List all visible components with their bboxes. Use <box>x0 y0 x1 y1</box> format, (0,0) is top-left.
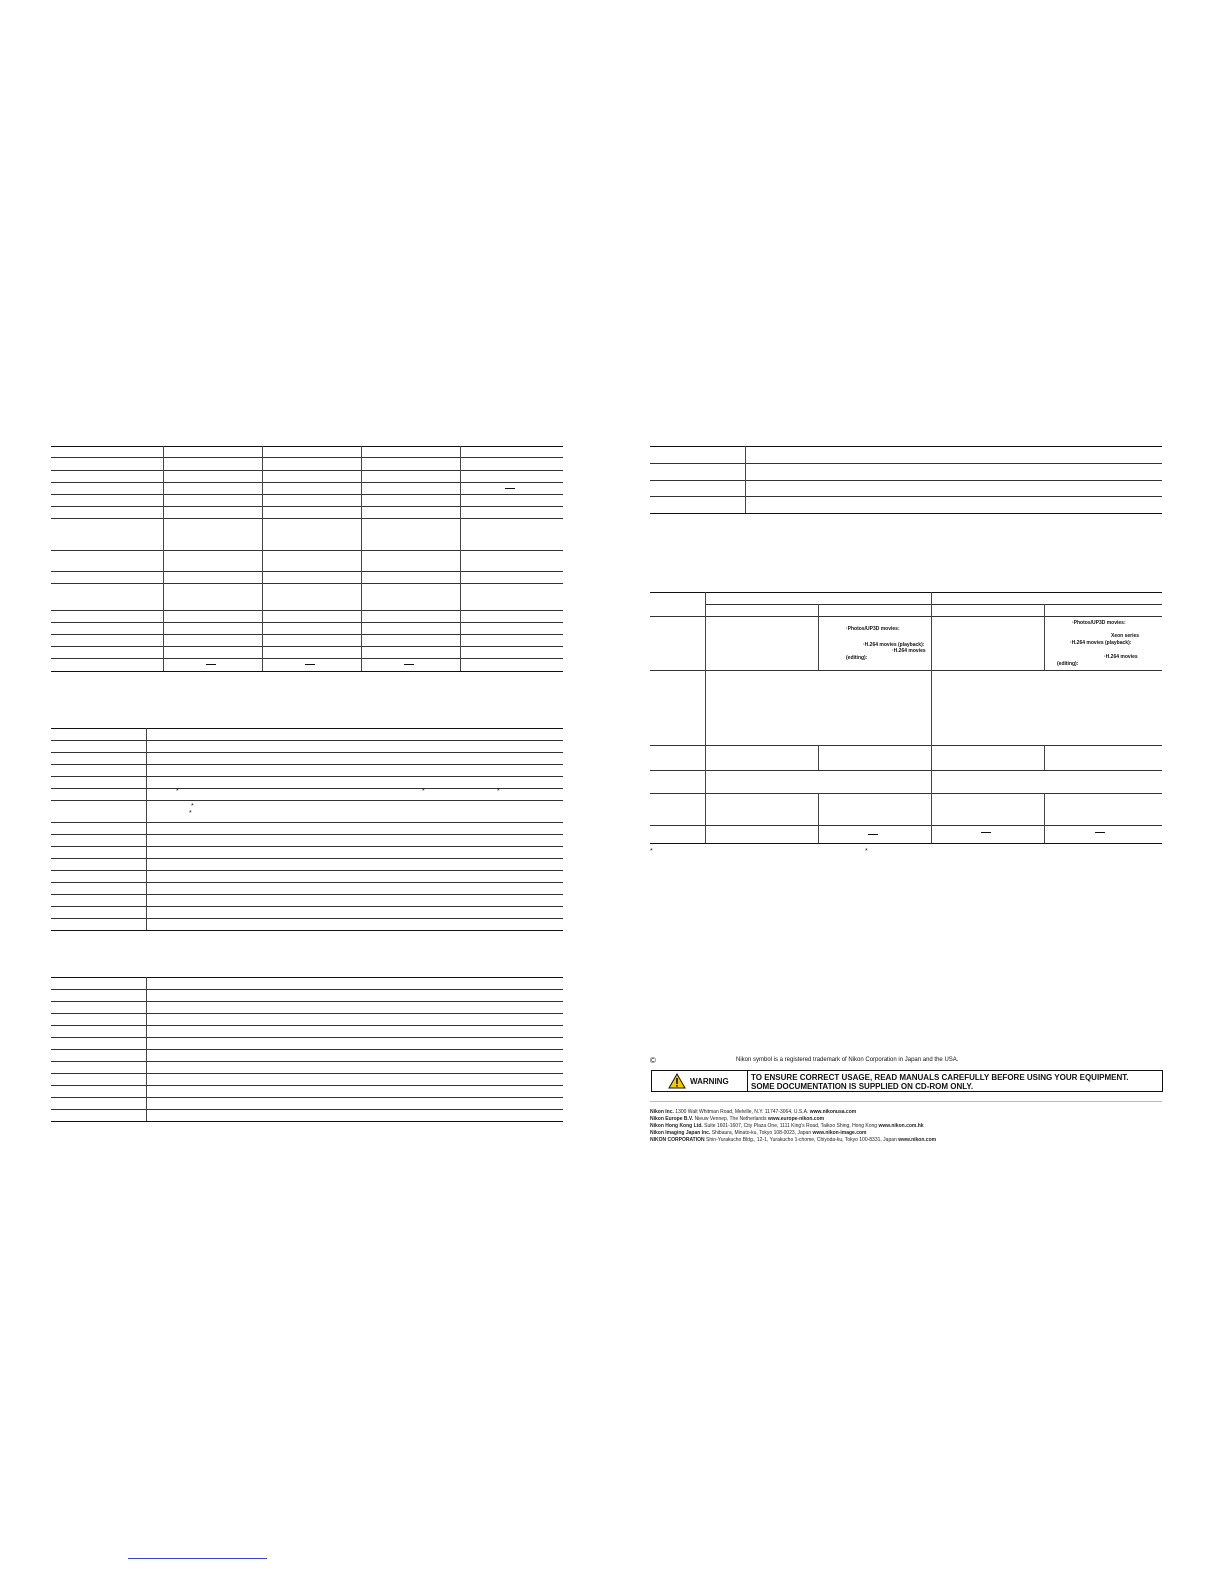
table-column-divider <box>818 745 819 770</box>
table-column-divider <box>1044 793 1045 843</box>
company-name: Nikon Europe B.V. <box>650 1116 694 1122</box>
table-column-divider <box>146 977 147 1121</box>
table-rule <box>51 858 563 859</box>
table-rule <box>650 825 1162 826</box>
table-rule <box>650 446 1162 447</box>
table-rule <box>51 788 563 789</box>
copyright-symbol: © <box>650 1056 656 1065</box>
table-column-divider <box>361 446 362 671</box>
table-rule <box>51 977 563 978</box>
address-line <box>650 1130 867 1136</box>
table-rule <box>51 882 563 883</box>
table-rule <box>51 1001 563 1002</box>
table-rule <box>51 1109 563 1110</box>
table-column-divider <box>745 446 746 513</box>
not-applicable-dash <box>206 664 216 665</box>
address-line <box>650 1137 936 1143</box>
table-rule <box>51 1097 563 1098</box>
table-rule <box>51 1037 563 1038</box>
warning-text-line2: SOME DOCUMENTATION IS SUPPLIED ON CD-ROM ONLY. <box>751 1082 974 1091</box>
table-rule <box>650 843 1162 844</box>
table-rule <box>51 870 563 871</box>
table-rule <box>51 728 563 729</box>
cell-note: (editing): <box>1057 661 1079 667</box>
table-rule <box>51 506 563 507</box>
address-line <box>650 1116 824 1122</box>
table-rule <box>51 752 563 753</box>
table-rule <box>51 1121 563 1122</box>
address-text: Shibaura, Minato-ku, Tokyo 108-0023, Japan <box>711 1130 812 1136</box>
company-name: Nikon Imaging Japan Inc. <box>650 1130 711 1136</box>
table-rule <box>650 513 1162 514</box>
asterisk-mark: * <box>176 788 179 795</box>
table-rule <box>51 671 563 672</box>
address-text: 1300 Walt Whitman Road, Melville, N.Y. 11747-3064, U.S.A. <box>675 1109 809 1115</box>
cell-note: ·Photos/UP3D movies: <box>846 626 900 632</box>
table-rule <box>51 906 563 907</box>
table-rule <box>650 770 1162 771</box>
table-rule <box>51 518 563 519</box>
address-line <box>650 1123 924 1129</box>
address-line <box>650 1109 856 1115</box>
address-text: Suite 1601-1607, City Plaza One, 1111 King's Road, Taikoo Shing, Hong Kong <box>704 1123 878 1129</box>
company-name: Nikon Hong Kong Ltd. <box>650 1123 703 1129</box>
table-rule <box>51 494 563 495</box>
table-rule <box>51 894 563 895</box>
table-rule <box>51 457 563 458</box>
table-rule <box>51 918 563 919</box>
table-rule <box>51 764 563 765</box>
table-rule <box>51 1073 563 1074</box>
table-rule <box>51 800 563 801</box>
table-rule <box>51 989 563 990</box>
not-applicable-dash <box>505 488 515 489</box>
warning-triangle-icon <box>668 1073 686 1094</box>
footer-divider <box>650 1101 1162 1102</box>
table-rule <box>51 1049 563 1050</box>
table-rule <box>51 740 563 741</box>
table-column-divider <box>262 446 263 671</box>
table-rule <box>51 571 563 572</box>
table-rule <box>650 496 1162 497</box>
company-url: www.nikon.com <box>898 1137 937 1143</box>
cell-note: ·H.264 movies <box>1104 654 1138 660</box>
cell-note: ·H.264 movies <box>892 648 926 654</box>
not-applicable-dash <box>868 834 878 835</box>
asterisk-mark: * <box>865 848 868 855</box>
table-column-divider <box>163 446 164 671</box>
table-rule <box>51 1025 563 1026</box>
table-rule <box>51 822 563 823</box>
table-column-divider <box>146 728 147 930</box>
link-underline[interactable] <box>128 1558 267 1559</box>
asterisk-mark: * <box>191 803 194 810</box>
cell-note: ·H.264 movies (playback): <box>863 642 925 648</box>
company-name: NIKON CORPORATION <box>650 1137 705 1143</box>
cell-note: ·Photos/UP3D movies: <box>1072 620 1126 626</box>
not-applicable-dash <box>1095 832 1105 833</box>
table-column-divider <box>705 592 706 843</box>
table-rule <box>51 646 563 647</box>
cell-note: Xeon series <box>1111 633 1140 639</box>
table-rule <box>51 834 563 835</box>
table-rule <box>51 583 563 584</box>
table-rule <box>650 463 1162 464</box>
table-column-divider <box>818 793 819 843</box>
table-column-divider <box>1044 745 1045 770</box>
company-url: www.europe-nikon.com <box>767 1116 825 1122</box>
table-rule <box>650 480 1162 481</box>
table-rule <box>705 604 1162 605</box>
table-rule <box>650 616 1162 617</box>
table-column-divider <box>931 592 932 843</box>
table-rule <box>650 745 1162 746</box>
table-rule <box>650 670 1162 671</box>
cell-note: ·H.264 movies (playback): <box>1070 640 1132 646</box>
asterisk-mark: * <box>650 848 653 855</box>
address-text: Shin-Yurakucho Bldg., 12-1, Yurakucho 1-chome, Chiyoda-ku, Tokyo 100-8331, Japan <box>706 1137 897 1143</box>
table-column-divider <box>460 446 461 671</box>
table-rule <box>51 658 563 659</box>
asterisk-mark: * <box>422 788 425 795</box>
table-rule <box>51 1061 563 1062</box>
table-rule <box>51 610 563 611</box>
table-rule <box>51 470 563 471</box>
table-column-divider <box>1044 604 1045 670</box>
not-applicable-dash <box>404 664 414 665</box>
table-rule <box>51 482 563 483</box>
company-url: www.nikon-image.com <box>812 1130 867 1136</box>
warning-label-box <box>652 1071 748 1091</box>
asterisk-mark: * <box>497 788 500 795</box>
table-rule <box>51 550 563 551</box>
address-text: Nieuw Vennep, The Netherlands <box>694 1116 767 1122</box>
company-name: Nikon Inc. <box>650 1109 674 1115</box>
not-applicable-dash <box>305 664 315 665</box>
table-rule <box>650 793 1162 794</box>
table-rule <box>51 776 563 777</box>
table-rule <box>51 446 563 447</box>
not-applicable-dash <box>981 832 991 833</box>
company-url: www.nikonusa.com <box>809 1109 857 1115</box>
table-rule <box>650 592 1162 593</box>
table-rule <box>51 930 563 931</box>
warning-text-line1: TO ENSURE CORRECT USAGE, READ MANUALS CAREFULLY BEFORE USING YOUR EQUIPMENT. <box>751 1073 1129 1082</box>
table-rule <box>51 1085 563 1086</box>
asterisk-mark: * <box>189 810 192 817</box>
table-rule <box>51 1013 563 1014</box>
cell-note: (editing): <box>846 655 868 661</box>
trademark-notice: Nikon symbol is a registered trademark of Nikon Corporation in Japan and the USA. <box>736 1057 959 1063</box>
table-rule <box>51 846 563 847</box>
table-rule <box>51 622 563 623</box>
warning-box <box>651 1070 1163 1092</box>
warning-label: WARNING <box>690 1077 729 1086</box>
table-column-divider <box>818 604 819 670</box>
table-rule <box>51 634 563 635</box>
company-url: www.nikon.com.hk <box>878 1123 924 1129</box>
